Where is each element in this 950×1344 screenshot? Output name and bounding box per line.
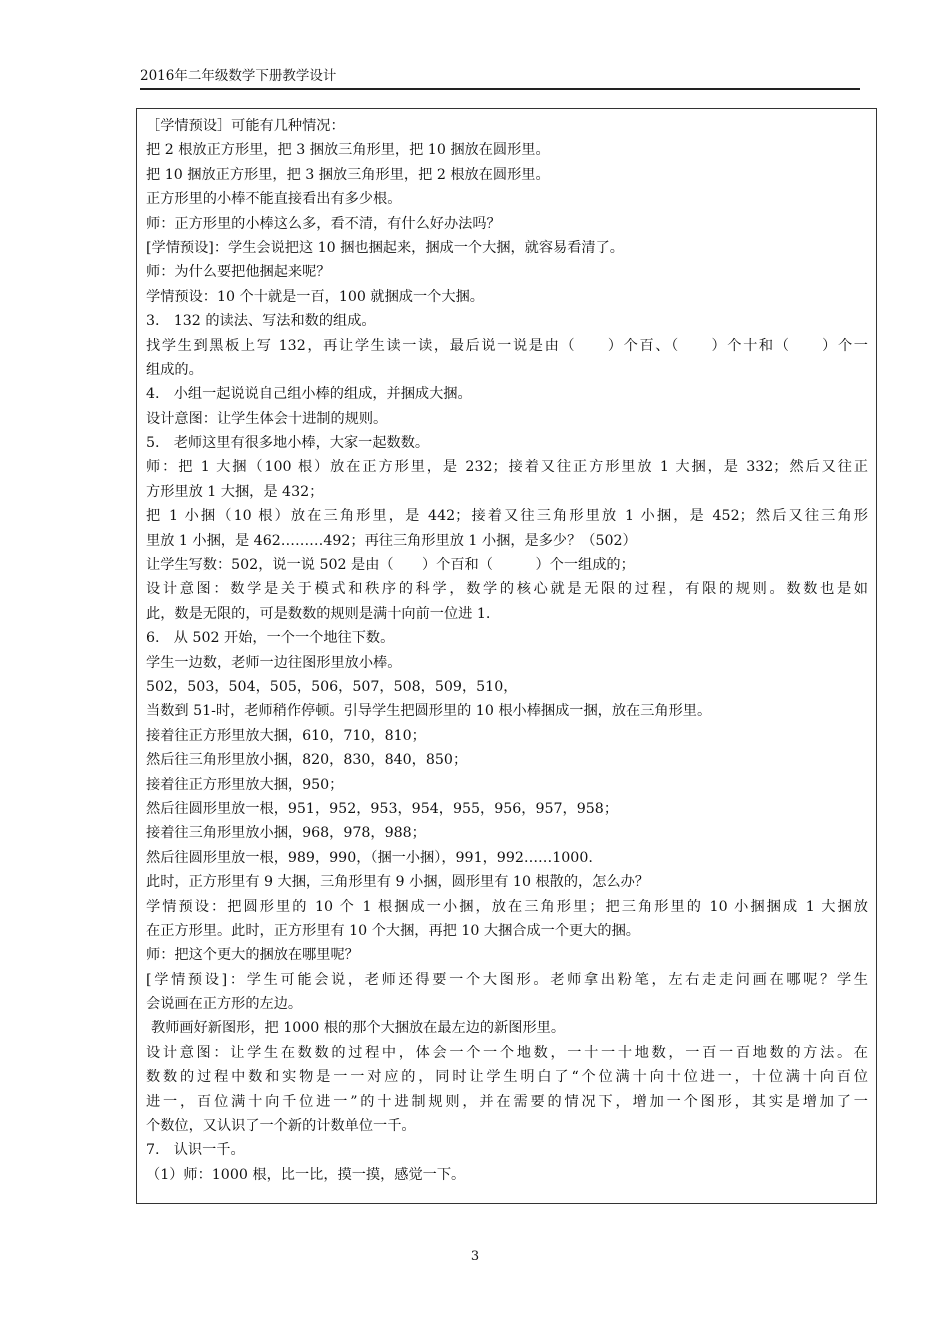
text-line: 正方形里的小棒不能直接看出有多少根。 — [146, 191, 402, 208]
text-line: 学情预设：10 个十就是一百，100 就捆成一个大捆。 — [146, 288, 484, 305]
text-line: 组成的。 — [146, 361, 203, 378]
section-heading-7: 7. 认识一千。 — [146, 1142, 245, 1159]
design-intent-line: 设计意图：让学生在数数的过程中，体会一个一个地数，一十一十地数，一百一百地数的方法。在 — [146, 1044, 868, 1061]
page-number: 3 — [470, 1249, 480, 1264]
section-heading-5: 5. 老师这里有很多地小棒，大家一起数数。 — [146, 435, 430, 452]
text-line: 把 10 捆放正方形里，把 3 捆放三角形里，把 2 根放在圆形里。 — [146, 166, 550, 183]
text-line: 此时，正方形里有 9 大捆，三角形里有 9 小捆，圆形里有 10 根散的，怎么办？ — [146, 874, 649, 891]
text-line: 师：为什么要把他捆起来呢？ — [146, 264, 331, 281]
text-line: 然后往圆形里放一根，951，952，953，954，955，956，957，958； — [146, 800, 619, 817]
design-intent-line: 设计意图：数学是关于模式和秩序的科学，数学的核心就是无限的过程，有限的规则。数数也是如 — [146, 581, 868, 598]
text-line: 师：把 1 大捆（100 根）放在正方形里，是 232；接着又往正方形里放 1 大捆，是 332；然后又往正 — [146, 459, 868, 476]
text-line: 接着往三角形里放小捆，968，978，988； — [146, 825, 426, 842]
text-line: 让学生写数：502，说一说 502 是由（ ）个百和（ ）个一组成的； — [146, 557, 635, 574]
text-line: 502，503，504，505，506，507，508，509，510， — [146, 678, 518, 695]
text-line: 把 1 小捆（10 根）放在三角形里，是 442；接着又往三角形里放 1 小捆，是 452；然后又往三角形 — [146, 508, 868, 525]
text-line: 师：把这个更大的捆放在哪里呢？ — [146, 947, 359, 964]
text-line: 学情预设：把圆形里的 10 个 1 根捆成一小捆，放在三角形里；把三角形里的 10 小捆捆成 1 大捆放 — [146, 898, 868, 915]
text-line: 学生一边数，老师一边往图形里放小棒。 — [146, 654, 402, 671]
text-line: 师：正方形里的小棒这么多，看不清，有什么好办法吗？ — [146, 215, 501, 232]
text-line: 里放 1 小捆，是 462………492；再往三角形里放 1 小捆，是多少？（502） — [146, 532, 637, 549]
text-line: 数数的过程中数和实物是一一对应的，同时让学生明白了“个位满十向十位进一，十位满十向百位 — [146, 1069, 868, 1086]
text-line: 把 2 根放正方形里，把 3 捆放三角形里，把 10 捆放在圆形里。 — [146, 142, 550, 159]
text-line: 在正方形里。此时，正方形里有 10 个大捆，再把 10 大捆合成一个更大的捆。 — [146, 922, 640, 939]
text-line: 接着往正方形里放大捆，950； — [146, 776, 344, 793]
page-header — [140, 66, 860, 90]
text-line: 教师画好新图形，把 1000 根的那个大捆放在最左边的新图形里。 — [151, 1020, 566, 1037]
text-line: 此，数是无限的，可是数数的规则是满十向前一位进 1. — [146, 605, 491, 622]
section-heading-6: 6. 从 502 开始，一个一个地往下数。 — [146, 630, 395, 647]
text-line: 接着往正方形里放大捆，610，710，810； — [146, 727, 426, 744]
text-line: 方形里放 1 大捆，是 432； — [146, 483, 324, 500]
section-heading-3: 3. 132 的读法、写法和数的组成。 — [146, 313, 376, 330]
text-line: 个数位，又认识了一个新的计数单位一千。 — [146, 1118, 416, 1135]
header-title: 2016年二年级数学下册教学设计 — [140, 68, 337, 84]
text-line: ［学情预设］可能有几种情况： — [146, 118, 345, 134]
text-line: [学情预设]：学生会说把这 10 捆也捆起来，捆成一个大捆，就容易看清了。 — [146, 239, 624, 256]
text-line: 当数到 51-时，老师稍作停顿。引导学生把圆形里的 10 根小棒捆成一捆，放在三角形里。 — [146, 703, 712, 720]
text-line: 然后往圆形里放一根，989，990，（捆一小捆），991，992……1000. — [146, 849, 593, 866]
lesson-content-box — [136, 108, 877, 1204]
text-line: 找学生到黑板上写 132，再让学生读一读，最后说一说是由（ ）个百、（ ）个十和（ ）个一 — [146, 337, 868, 354]
design-intent-line: 设计意图：让学生体会十进制的规则。 — [146, 410, 388, 427]
text-line: 会说画在正方形的左边。 — [146, 996, 303, 1013]
section-heading-4: 4. 小组一起说说自己组小棒的组成，并捆成大捆。 — [146, 386, 472, 403]
text-line: 进一，百位满十向千位进一”的十进制规则，并在需要的情况下，增加一个图形，其实是增加了一 — [146, 1093, 868, 1110]
text-line: [学情预设]：学生可能会说，老师还得要一个大图形。老师拿出粉笔，左右走走问画在哪呢？学生 — [146, 971, 868, 988]
text-line: （1）师：1000 根，比一比，摸一摸，感觉一下。 — [146, 1166, 466, 1183]
text-line: 然后往三角形里放小捆，820，830，840，850； — [146, 752, 468, 769]
